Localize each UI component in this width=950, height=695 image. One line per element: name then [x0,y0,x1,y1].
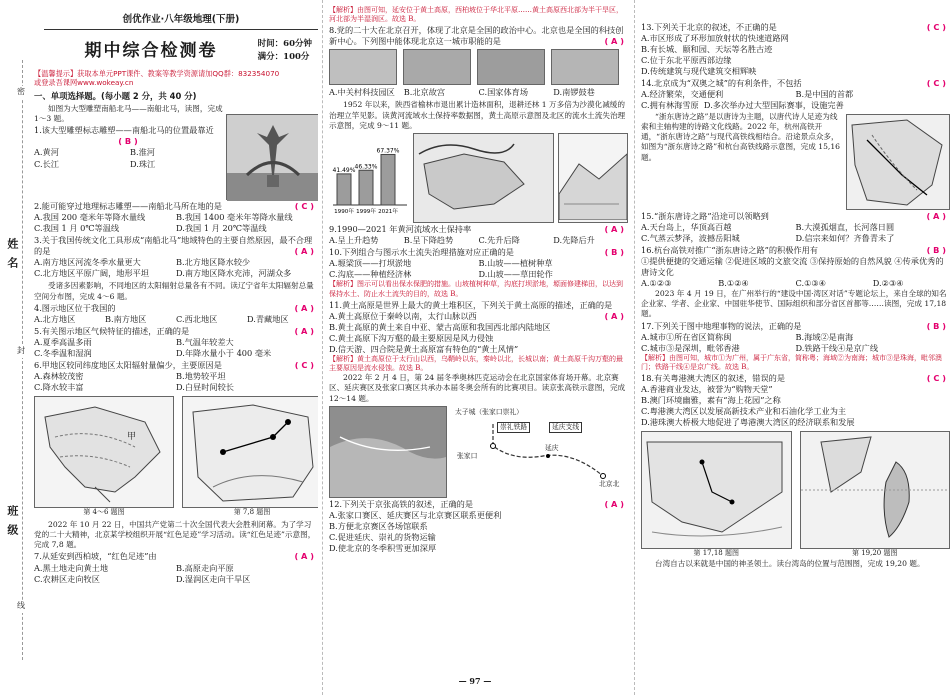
fig-caption: 第 7,8 题图 [233,508,271,517]
answer-mark: ( B ) [926,320,946,331]
question-15: 15.“浙东唐诗之路”沿途可以领略到 ( A ) A.天台岛上，华顶高百越 B.大漠孤烟直，长河落日圆 C.气蒸云梦泽，波撼岳阳城 D.信宗来如何？齐鲁青未了 [641,210,946,243]
intro-19: 台湾自古以来就是中国的神圣领土。读台湾岛的位置与范围图，完成 19,20 题。 [655,558,925,568]
map-label: 延庆 [545,443,559,452]
answer-mark: ( A ) [294,325,314,336]
sculpture-photo [226,114,318,200]
promo-link[interactable]: 或登录吾课网www.wokeay.cn [34,78,134,88]
map-label: 张家口 [457,451,478,460]
book-header: 创优作业·八年级地理(下册) [44,0,318,30]
intro-12: 2022 年 2 月 4 日，第 24 届冬季奥林匹克运动会在北京国家体育场开幕。北京赛区、延庆赛区及张家口赛区共承办本届冬奥会所有的比赛项目。读京张高铁示意图，完成 12～14 题。 [329,373,626,403]
answer-mark: ( B ) [118,136,138,147]
name-label: 姓 名 [5,238,19,270]
question-16: 16.杭台高铁对推广“浙东唐诗之路”的积极作用有 ( B ) ①提供便捷的交通运输 ②促进区域的文旅交流 ③保持原始的自然风貌 ④传承优秀的唐诗文化 A.①②③ B.①②④ C.①③④ D.②③④ [641,244,946,288]
data-label: 46.33% [354,163,378,171]
page-title: 期中综合检测卷 [84,40,218,61]
binding-margin [0,0,32,695]
data-label: 67.37% [376,147,400,155]
liaoning-map [34,396,174,508]
left-column [0,0,318,695]
explanation: 【解析】图示可以看出保水保肥的措施。山坡植树种草，沟底打坝淤地，塬面修建梯田，以达到保持水土、防止水土流失的目的，故选 B。 [329,280,623,298]
soil-chart [329,133,409,223]
bar-chart [329,133,409,221]
fig-caption: 第 17,18 题图 [693,549,739,558]
answer-mark: ( A ) [604,36,624,47]
question-3: 3.关于我国传统文化工具形成“南船北马”地域特色的主要自然原因，最不合理的是 ( A ) A.南方地区河流冬季水量更大 B.北方地区降水较少 C.北方地区平原广阔，地形平坦 D.南方地区降水充沛，河湖众多 [34,235,314,279]
question-1: 1.该大型雕塑标志雕塑——南船北马的位置最靠近 ( B ) A.黄河 B.淮河 C.长江 D.珠江 [34,125,214,169]
answer-mark: ( A ) [294,302,314,313]
map-label: 太子城（张家口崇礼） [455,407,523,416]
photo-row [329,49,628,85]
answer-mark: ( A ) [604,224,624,235]
answer-mark: ( C ) [926,78,946,89]
red-footprint-map [182,396,318,508]
question-13: 13.下列关于北京的叙述，不正确的是 ( C ) A.市区形成了环形加放射状的快速道路网 B.有长城、颐和园、天坛等名胜古迹 C.位于东北平原西部边缘 D.传统建筑与现代建筑交相辉映 [641,22,946,77]
intro-9: 1952 年以来，陕西省榆林市退出累计造林面积，退耕还林 1 万多倍为沙漠化减缓的治理立竿见影。读黄河流域水土保持率数据图，黄土高原示意图及北区的流水土流失治理示意图，完成 9～11 题。 [329,100,626,130]
map-label: 北京北 [599,479,620,488]
right-column [634,0,950,695]
question-9: 9.1990—2021 年黄河流域水土保持率 ( A ) A.呈上升趋势 B.呈下降趋势 C.先升后降 D.先降后升 [329,224,624,246]
seal-mark: 线 [17,600,25,613]
promo-text: 【温馨提示】获取本单元PPT课件、教案等教学资源请加QQ群：832354070 或登录吾课网www.wokeay.cn [34,69,318,88]
photo-stadium [477,49,545,85]
answer-mark: ( B ) [926,244,946,255]
bar [359,170,373,205]
question-5: 5.有关图示地区气候特征的描述，正确的是 ( A ) A.夏季高温多雨 B.气温年较差大 C.冬季温和湿润 D.年降水量小于 400 毫米 [34,325,314,358]
seal-mark: 密 [17,86,25,99]
map-label: 延庆支线 [549,422,582,433]
answer-mark: ( B ) [604,247,624,258]
question-11: 11.黄土高原是世界上最大的黄土堆积区，下列关于黄土高原的描述，正确的是 ( A ) A.黄土高原位于秦岭以南，太行山脉以西 B.黄土高原的黄土来自中亚、蒙古高原和我国西北部内陆地区 C.黄土高原下沟万壑的最主要原因是风力侵蚀 D.信天游、四合院是黄土高原富有特色的“黄土风情” [329,299,624,354]
question-10: 10.下列组合与图示水土流失治理措施对应正确的是 ( B ) A.塬梁顶——打坝淤地 B.山坡——植树种草 C.沟底——种植经济林 D.山坡——草田轮作 [329,247,624,280]
question-4: 4.图示地区位于我国的 ( A ) A.北方地区 B.南方地区 C.西北地区 D.青藏地区 [34,302,314,324]
tick-label: 1990年 [334,209,354,216]
intro-4: 受诸多因素影响，不同地区的太阳辐射总量各有不同。读辽宁省年太阳辐射总量空间分布图，完成 4～6 题。 [34,281,314,301]
bar [381,155,395,206]
intro-1: 如图为大型雕塑南船北马——南船北马，读图，完成 1～3 题。 [34,103,223,124]
middle-column [322,0,628,695]
answer-mark: ( C ) [294,360,314,371]
answer-mark: ( A ) [294,551,314,562]
section-heading: 一、单项选择题。(每小题 2 分，共 40 分) [34,91,197,102]
tang-poetry-map [846,114,950,210]
seal-mark: 封 [17,345,25,358]
intro-15: “浙东唐诗之路”是以唐诗为主题，以唐代诗人足迹为线索和主轴构建的诗路文化线路。2022 年，杭州高铁开通，“浙东唐诗之路”与现代高铁线相结合。沿途景点众多，如图为“浙东唐诗之路”和杭台高铁线路示意图，完成 15,16 题。 [641,111,840,162]
tick-label: 1999年 [356,209,376,216]
question-17: 17.下列关于图中地理事物的说法，正确的是 ( B ) A.城市①所在省区简称闽 B.海域②是南海 C.城市③是深圳，毗邻香港 D.铁路干线④是京广线 [641,320,946,353]
answer-mark: ( A ) [294,246,314,257]
photo-nanluoguxiang [551,49,619,85]
intro-7: 2022 年 10 月 22 日，中国共产党第二十次全国代表大会胜利闭幕。为了学习党的二十大精神，北京某学校组织开展“红色足迹”学习活动。读“红色足迹”示意图，完成 7,8 题。 [34,519,316,550]
answer-mark: ( A ) [604,498,624,509]
erosion-diagram [558,133,628,223]
loess-plateau-map [413,133,554,223]
question-14: 14.北京成为“双奥之城”的有利条件，不包括 ( C ) A.经济繁荣，交通便利 B.是中国的首都 C.拥有林海雪原 D.多次举办过大型国际赛事，设施完善 [641,78,946,111]
answer-mark: ( C ) [926,22,946,32]
answer-mark: ( A ) [926,210,946,221]
photo-gugong [403,49,471,85]
fig-caption: 第 19,20 题图 [852,549,898,558]
data-label: 41.49% [332,167,356,175]
class-label: 班 级 [5,505,19,537]
answer-mark: ( A ) [604,310,624,321]
greater-bay-map [641,431,792,549]
question-6: 6.甲地区较同纬度地区太阳辐射量偏少，主要原因是 ( C ) A.森林较茂密 B.地势较平坦 C.降水较丰富 D.白昼时间较长 [34,360,314,393]
photo-zhongguancun [329,49,397,85]
time-score: 时间：60分钟 满分：100分 [257,39,312,62]
taiwan-map [800,431,950,549]
fig-caption: 第 4～6 题图 [83,508,125,517]
question-8: 8.党的二十大在北京召开，体现了北京是全国的政治中心。北京也是全国的科技创新中心。下列图中能体现北京这一城市职能的是 ( A ) [329,25,624,47]
tick-label: 2021年 [378,209,398,216]
answer-mark: ( C ) [926,373,946,384]
explanation: 【解析】由图可知，延安位于黄土高原，西柏坡位于华北平原……黄土高原西北部为半干旱区，河北部为半湿润区。故选 B。 [329,6,623,24]
question-2: 2.能可能穿过地理标志雕塑——南船北马所在地的是 ( C ) A.我国 200 毫米年等降水量线 B.我国 1400 毫米年等降水量线 C.我国 1 月 0℃等温线 D.我国 1 月 20℃等温线 [34,200,314,233]
question-12: 12.下列关于京张高铁的叙述，正确的是 ( A ) A.张家口赛区、延庆赛区与北京赛区联系更便利 B.方便北京赛区各场馆联系 C.促进延庆、崇礼的货物运输 D.使北京的冬季积雪更加深厚 [329,498,624,554]
bar [337,174,351,205]
page-number: — 97 — [458,676,492,686]
intro-17: 2023 年 4 月 19 日，在广州举行的“建设中国·湾区对话”专题论坛上，来自全球的知名企业家、学者、企业家、中国驻华使节、国际组织和部分省区首都等……读图，完成 17,18 题。 [641,288,947,319]
question-7: 7.从延安到西柏坡，“红色足迹”由 ( A ) A.黑土地走向黄土地 B.高原走向平原 C.农耕区走向牧区 D.湿润区走向干旱区 [34,551,314,584]
question-18: 18.有关粤港澳大湾区的叙述，错误的是 ( C ) A.香港商业发达，被誉为“购物天堂” B.澳门环境幽雅，素有“海上花园”之称 C.粤港澳大湾区以发展高新技术产业和石油化学工业为主 D.港珠澳大桥极大地促进了粤港澳大湾区的经济联系和发展 [641,373,946,428]
explanation: 【解析】由图可知，城市①为广州，属于广东省，简称粤；海域②为南海；城市③是珠海，毗邻澳门；铁路干线④是京广线。故选 B。 [641,353,942,371]
rail-map [453,406,628,498]
terrain-map [329,406,447,498]
answer-mark: ( C ) [294,200,314,211]
question-8-options: A.中关村科技园区 B.北京故宫 C.国家体育场 D.南锣鼓巷 [329,87,595,98]
explanation: 【解析】黄土高原位于太行山以西，乌鞘岭以东，秦岭以北，长城以南；黄土高原千沟万壑的最主要原因是流水侵蚀。故选 B。 [329,354,623,373]
svg-text:甲: 甲 [127,432,137,443]
map-label: 崇礼铁路 [497,422,530,433]
